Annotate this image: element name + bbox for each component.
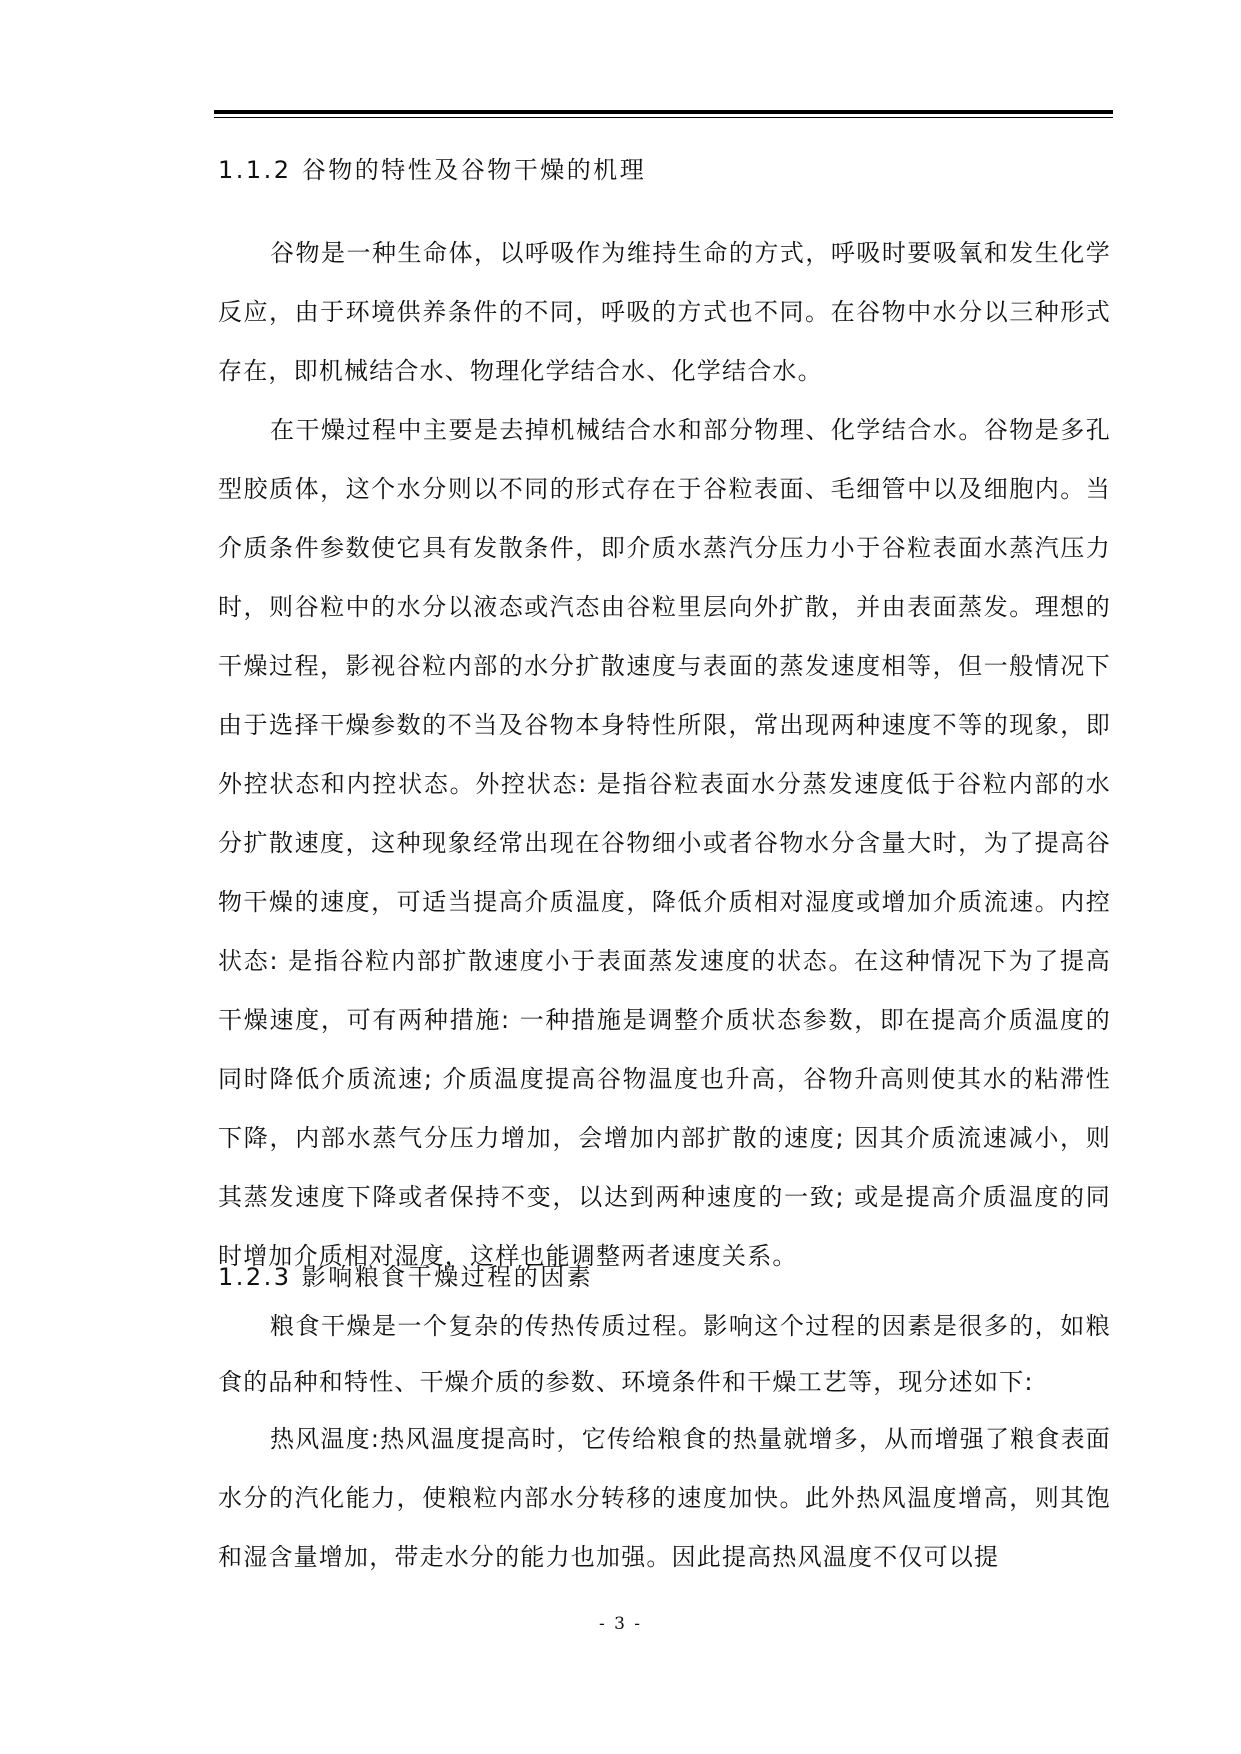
paragraph: 谷物是一种生命体，以呼吸作为维持生命的方式，呼吸时要吸氧和发生化学反应，由于环境供养条件的不同，呼吸的方式也不同。在谷物中水分以三种形式存在，即机械结合水、物理化学结合水、化学结合水。 bbox=[218, 239, 1111, 385]
section-body-1-2-3 bbox=[218, 1298, 1111, 1587]
paragraph: 在干燥过程中主要是去掉机械结合水和部分物理、化学结合水。谷物是多孔型胶质体，这个水分则以不同的形式存在于谷粒表面、毛细管中以及细胞内。当介质条件参数使它具有发散条件，即介质水蒸汽分压力小于谷粒表面水蒸汽压力时，则谷粒中的水分以液态或汽态由谷粒里层向外扩散，并由表面蒸发。理想的干燥过程，影视谷粒内部的水分扩散速度与表面的蒸发速度相等，但一般情况下由于选择干燥参数的不当及谷物本身特性所限，常出现两种速度不等的现象，即外控状态和内控状态。外控状态: 是指谷粒表面水分蒸发速度低于谷粒内部的水分扩散速度，这种现象经常出现在谷物细小或者谷物水分含量大时，为了提高谷物干燥的速度，可适当提高介质温度，降低介质相对湿度或增加介质流速。内控状态: 是指谷粒内部扩散速度小于表面蒸发速度的状态。在这种情况下为了提高干燥速度，可有两种措施: 一种措施是调整介质状态参数，即在提高介质温度的同时降低介质流速; 介质温度提高谷物温度也升高，谷物升高则使其水的粘滞性下降，内部水蒸气分压力增加，会增加内部扩散的速度; 因其介质流速减小，则其蒸发速度下降或者保持不变，以达到两种速度的一致; 或是提高介质温度的同时增加介质相对湿度，这样也能调整两者速度关系。 bbox=[218, 416, 1111, 1270]
header-rule bbox=[214, 110, 1113, 114]
section-heading-1-2-3: 1.2.3 影响粮食干燥过程的因素 bbox=[218, 1263, 594, 1291]
page-number: - 3 - bbox=[598, 1614, 643, 1634]
header-rule-thin bbox=[214, 117, 1113, 118]
paragraph: 粮食干燥是一个复杂的传热传质过程。影响这个过程的因素是很多的，如粮食的品种和特性、干燥介质的参数、环境条件和干燥工艺等，现分述如下: bbox=[218, 1312, 1111, 1396]
section-body-1-1-2 bbox=[218, 224, 1111, 1286]
section-heading-1-1-2: 1.1.2 谷物的特性及谷物干燥的机理 bbox=[218, 156, 647, 184]
paragraph: 热风温度:热风温度提高时，它传给粮食的热量就增多，从而增强了粮食表面水分的汽化能力，使粮粒内部水分转移的速度加快。此外热风温度增高，则其饱和湿含量增加，带走水分的能力也加强。因此提高热风温度不仅可以提 bbox=[218, 1425, 1111, 1571]
